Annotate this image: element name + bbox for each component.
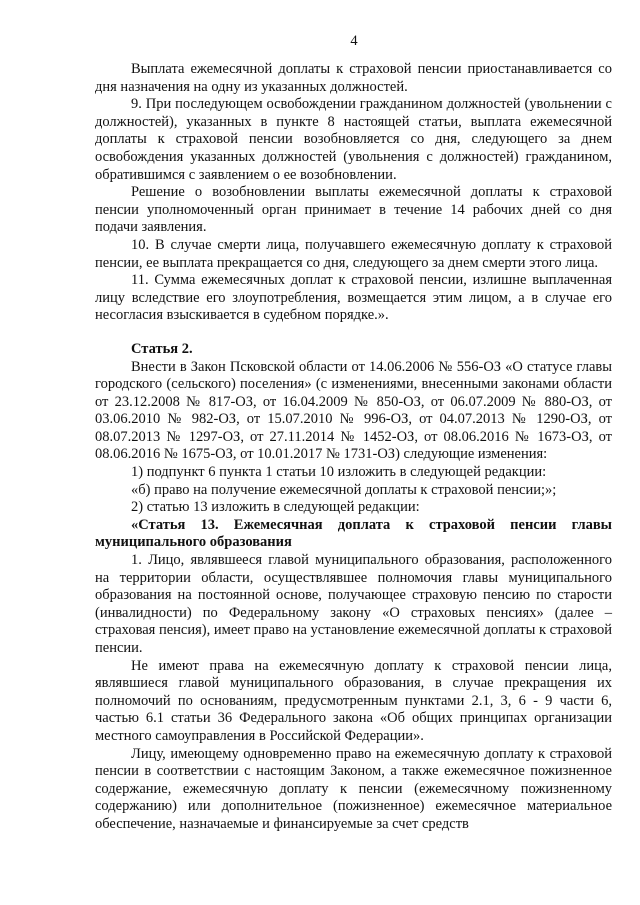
article-13-heading: «Статья 13. Ежемесячная доплата к страховой пенсии главы муниципального образования: [95, 516, 612, 551]
paragraph-subitem-b: «б) право на получение ежемесячной доплаты к страховой пенсии;»;: [131, 481, 557, 498]
paragraph-art13-exclusions: Не имеют права на ежемесячную доплату к страховой пенсии лица, являвшиеся главой муниципального образования, в случае прекращения их полномочий по основаниям, предусмотренным пунктами 2.1, 3, 6 - 9 части 6, частью 6.1 статьи 36 Федерального закона «Об общих принципах организации местного самоуправления в Российской Федерации».: [95, 657, 612, 744]
paragraph-resumption-decision: Решение о возобновлении выплаты ежемесячной доплаты к страховой пенсии уполномоченный орган принимает в течение 14 рабочих дней со дня подачи заявления.: [95, 184, 612, 236]
paragraph-art13-item-1: 1. Лицо, являвшееся главой муниципального образования, расположенного на территории области, осуществлявшее полномочия главы муниципального образования на постоянной основе, получающее страховую пенсию по старости (инвалидности) по Федеральному закону «О страховых пенсиях» (далее – страховая пенсия), имеет право на установление ежемесячной доплаты к страховой пенсии.: [95, 552, 612, 656]
page-number: 4: [350, 33, 358, 49]
section-gap: [95, 325, 612, 341]
paragraph-amend-law: Внести в Закон Псковской области от 14.06.2006 № 556-ОЗ «О статусе главы городского (сельского) поселения» (с изменениями, внесенными законами области от 23.12.2008 № 817-ОЗ, от 16.04.2009 № 850-ОЗ, от 06.07.2009 № 880-ОЗ, от 03.06.2010 № 982-ОЗ, от 15.07.2010 № 996-ОЗ, от 04.07.2013 № 1290-ОЗ, от 08.07.2013 № 1297-ОЗ, от 27.11.2014 № 1452-ОЗ, от 08.06.2016 № 1673-ОЗ, от 08.06.2016 № 1675-ОЗ, от 10.01.2017 № 1731-ОЗ) следующие изменения:: [95, 358, 612, 463]
paragraph-suspension: Выплата ежемесячной доплаты к страховой пенсии приостанавливается со дня назначения на одну из указанных должностей.: [95, 61, 612, 95]
paragraph-item-10: 10. В случае смерти лица, получавшего ежемесячную доплату к страховой пенсии, ее выплата прекращается со дня, следующего за днем смерти этого лица.: [95, 236, 612, 271]
paragraph-item-9: 9. При последующем освобождении гражданином должностей (увольнении с должностей), указанных в пункте 8 настоящей статьи, выплата ежемесячной доплаты к страховой пенсии возобновляется со дня, следующего за днем освобождения указанных должностей (увольнения с должностей) гражданином, обратившимся с заявлением о ее возобновлении.: [95, 96, 612, 183]
document-body: [95, 61, 612, 834]
article-2-heading: Статья 2.: [131, 340, 193, 357]
paragraph-subitem-2: 2) статью 13 изложить в следующей редакции:: [131, 499, 420, 516]
paragraph-art13-simultaneous: Лицу, имеющему одновременно право на ежемесячную доплату к страховой пенсии в соответствии с настоящим Законом, а также ежемесячное пожизненное содержание, ежемесячную доплату к пенсии (ежемесячному пожизненному содержанию) или дополнительное (пожизненное) ежемесячное материальное обеспечение, назначаемые и финансируемые за счет средств: [95, 745, 612, 832]
paragraph-item-11: 11. Сумма ежемесячных доплат к страховой пенсии, излишне выплаченная лицу вследствие его злоупотребления, возмещается этим лицом, а в случае его несогласия взыскивается в судебном порядке.».: [95, 272, 612, 324]
paragraph-subitem-1: 1) подпункт 6 пункта 1 статьи 10 изложить в следующей редакции:: [131, 464, 547, 481]
